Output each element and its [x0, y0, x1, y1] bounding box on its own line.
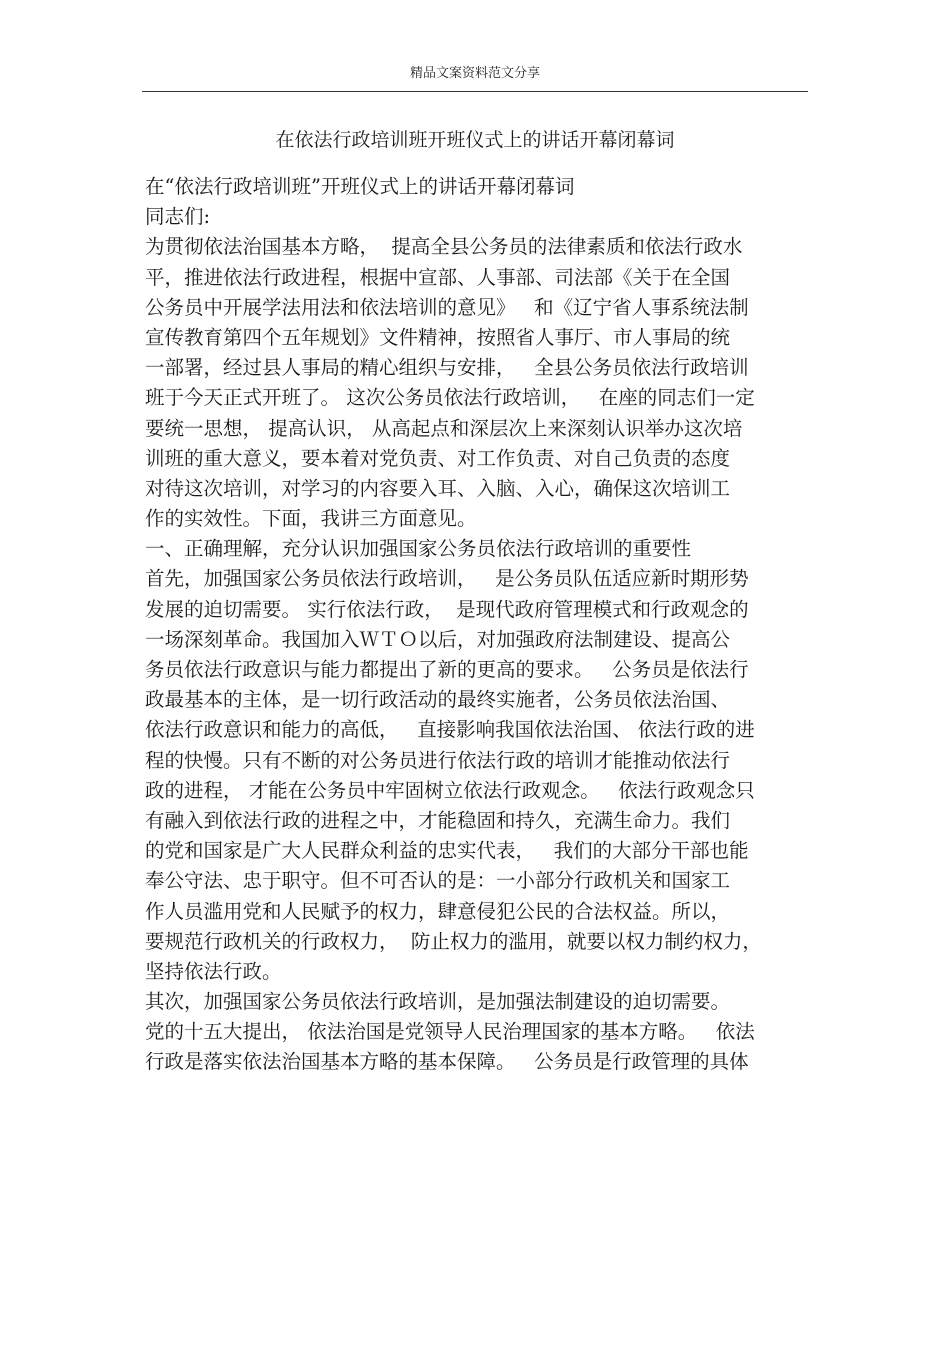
body-text-line: 发展的迫切需要。 实行依法行政， 是现代政府管理模式和行政观念的 — [145, 597, 749, 621]
body-text-line: 坚持依法行政。 — [145, 959, 282, 983]
body-text-line: 对待这次培训，对学习的内容要入耳、入脑、入心，确保这次培训工 — [145, 476, 731, 500]
body-text-line: 同志们: — [145, 205, 211, 229]
body-text-line: 训班的重大意义，要本着对党负责、对工作负责、对自己负责的态度 — [145, 446, 731, 470]
body-text-line: 作的实效性。下面，我讲三方面意见。 — [145, 507, 477, 531]
body-text-line: 平，推进依法行政进程，根据中宣部、人事部、司法部《关于在全国 — [145, 265, 731, 289]
body-text-line: 公务员中开展学法用法和依法培训的意见》 和《辽宁省人事系统法制 — [145, 295, 749, 319]
page-header: 精品文案资料范文分享 — [409, 66, 540, 81]
body-text-line: 一场深刻革命。我国加入ＷＴＯ以后，对加强政府法制建设、提高公 — [145, 627, 731, 651]
body-text-line: 一、正确理解，充分认识加强国家公务员依法行政培训的重要性 — [145, 537, 692, 561]
body-text-line: 一部署，经过县人事局的精心组织与安排， 全县公务员依法行政培训 — [145, 356, 749, 380]
body-text-line: 作人员滥用党和人民赋予的权力，肆意侵犯公民的合法权益。所以， — [145, 899, 731, 923]
document-body — [145, 172, 810, 1078]
body-text-line: 在“依法行政培训班”开班仪式上的讲话开幕闭幕词 — [145, 175, 575, 198]
body-text-line: 依法行政意识和能力的高低， 直接影响我国依法治国、 依法行政的进 — [145, 718, 755, 742]
body-text-line: 党的十五大提出， 依法治国是党领导人民治理国家的基本方略。 依法 — [145, 1020, 755, 1044]
body-text-line: 班于今天正式开班了。 这次公务员依法行政培训， 在座的同志们一定 — [145, 386, 755, 410]
body-text-line: 要统一思想， 提高认识， 从高起点和深层次上来深刻认识举办这次培 — [145, 416, 743, 440]
header-divider — [142, 91, 808, 92]
body-text-line: 首先，加强国家公务员依法行政培训， 是公务员队伍适应新时期形势 — [145, 567, 749, 591]
body-text-line: 其次，加强国家公务员依法行政培训，是加强法制建设的迫切需要。 — [145, 990, 731, 1014]
document-title: 在依法行政培训班开班仪式上的讲话开幕闭幕词 — [275, 129, 675, 151]
body-text-line: 为贯彻依法治国基本方略， 提高全县公务员的法律素质和依法行政水 — [145, 235, 743, 259]
body-text-line: 宣传教育第四个五年规划》文件精神，按照省人事厅、市人事局的统 — [145, 325, 731, 349]
body-text-line: 政最基本的主体，是一切行政活动的最终实施者，公务员依法治国、 — [145, 688, 731, 712]
body-text-line: 务员依法行政意识与能力都提出了新的更高的要求。 公务员是依法行 — [145, 658, 749, 681]
body-text-line: 政的进程， 才能在公务员中牢固树立依法行政观念。 依法行政观念只 — [145, 778, 755, 802]
body-text-line: 行政是落实依法治国基本方略的基本保障。 公务员是行政管理的具体 — [145, 1050, 749, 1074]
body-text-line: 奉公守法、忠于职守。但不可否认的是：一小部分行政机关和国家工 — [145, 869, 731, 893]
body-text-line: 的党和国家是广大人民群众利益的忠实代表， 我们的大部分干部也能 — [145, 839, 749, 863]
body-text-line: 有融入到依法行政的进程之中，才能稳固和持久，充满生命力。我们 — [145, 808, 731, 832]
body-text-line: 要规范行政机关的行政权力， 防止权力的滥用，就要以权力制约权力， — [145, 929, 762, 953]
body-text-line: 程的快慢。只有不断的对公务员进行依法行政的培训才能推动依法行 — [145, 748, 731, 772]
